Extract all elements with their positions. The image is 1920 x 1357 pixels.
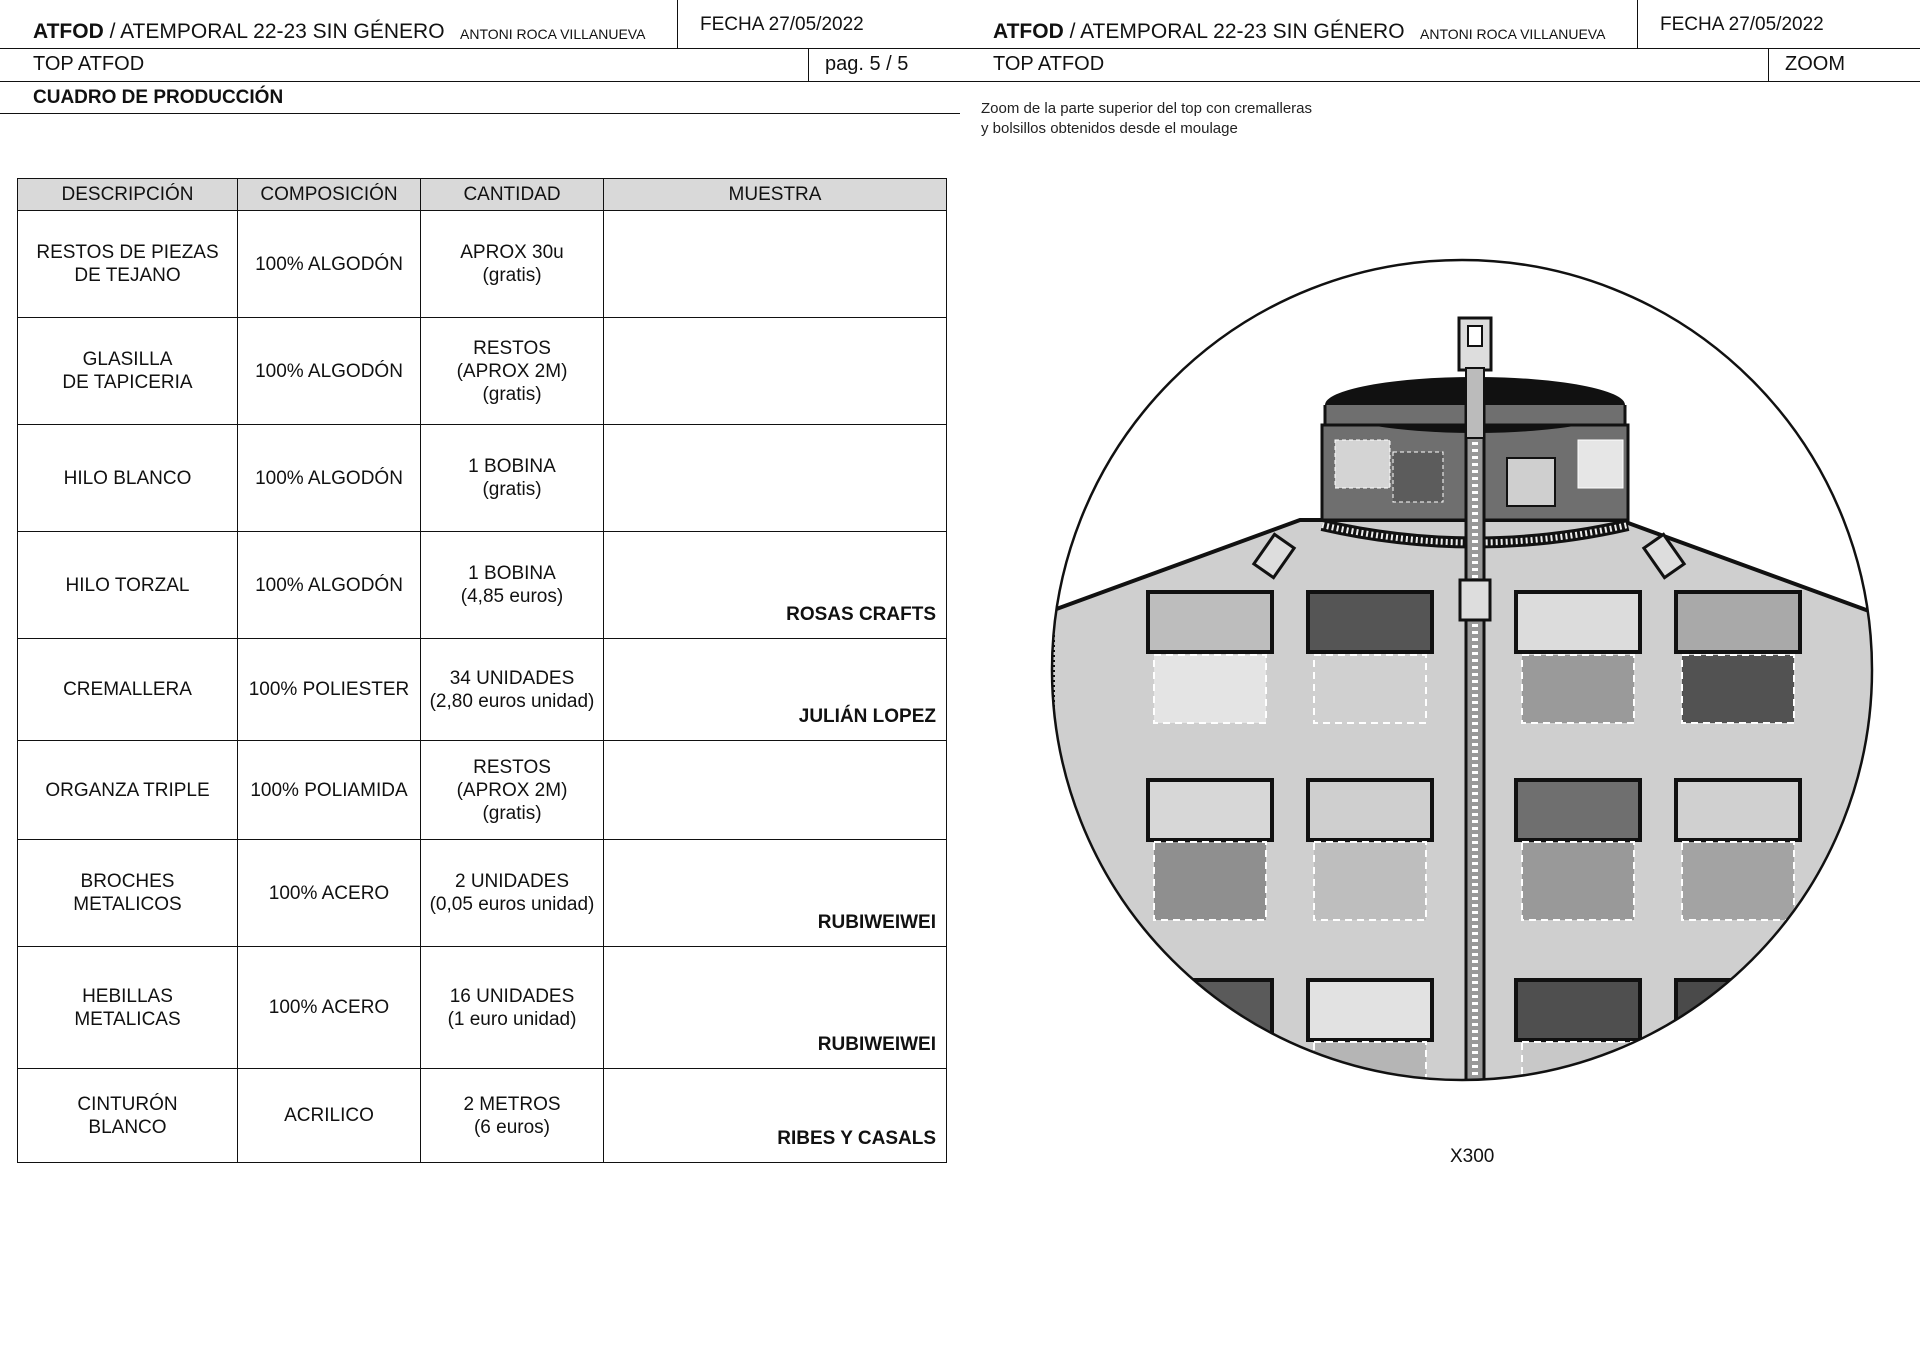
cell-description: ORGANZA TRIPLE — [18, 741, 238, 840]
section-title: CUADRO DE PRODUCCIÓN — [33, 87, 284, 108]
pocket-patch — [1522, 655, 1634, 723]
right-product-name: TOP ATFOD — [993, 53, 1105, 75]
pocket-patch — [1682, 655, 1794, 723]
pocket-flap — [1516, 780, 1640, 840]
table-row — [18, 840, 947, 947]
column-header-composition: COMPOSICIÓN — [238, 179, 421, 211]
cell-description: RESTOS DE PIEZAS DE TEJANO — [18, 211, 238, 318]
cell-sample — [604, 639, 947, 741]
cell-sample — [604, 1069, 947, 1163]
pocket-flap — [1308, 780, 1432, 840]
cell-quantity: 1 BOBINA (gratis) — [421, 425, 604, 532]
cell-composition: 100% ALGODÓN — [238, 211, 421, 318]
table-row — [18, 639, 947, 741]
column-header-quantity: CANTIDAD — [421, 179, 604, 211]
pocket-flap — [1516, 980, 1640, 1040]
pocket-patch — [1522, 842, 1634, 920]
cell-composition: 100% ALGODÓN — [238, 425, 421, 532]
table-row — [18, 425, 947, 532]
cell-sample — [604, 741, 947, 840]
left-product-name: TOP ATFOD — [33, 53, 145, 75]
zoom-section-title: ZOOM — [1785, 53, 1845, 75]
cell-sample — [604, 840, 947, 947]
cell-composition: 100% POLIAMIDA — [238, 741, 421, 840]
left-title: ATFOD / ATEMPORAL 22-23 SIN GÉNERO — [33, 20, 445, 43]
table-header-row — [18, 179, 947, 211]
cell-sample — [604, 318, 947, 425]
cell-quantity: 34 UNIDADES (2,80 euros unidad) — [421, 639, 604, 741]
pocket-flap — [1676, 592, 1800, 652]
cell-description: GLASILLA DE TAPICERIA — [18, 318, 238, 425]
pocket-patch — [1154, 655, 1266, 723]
table-row — [18, 947, 947, 1069]
pocket-flap — [1148, 780, 1272, 840]
zoom-description: Zoom de la parte superior del top con cremalleras y bolsillos obtenidos desde el moulage — [981, 100, 1312, 137]
supplier-name: RIBES Y CASALS — [777, 1128, 936, 1149]
pocket-patch — [1314, 1042, 1426, 1100]
pocket-patch — [1154, 842, 1266, 920]
cell-description: CINTURÓN BLANCO — [18, 1069, 238, 1163]
supplier-name: RUBIWEIWEI — [817, 912, 936, 933]
right-title: ATFOD / ATEMPORAL 22-23 SIN GÉNERO — [993, 20, 1405, 43]
pocket-patch — [1314, 842, 1426, 920]
cell-description: CREMALLERA — [18, 639, 238, 741]
cell-composition: 100% ACERO — [238, 840, 421, 947]
garment-zoom-illustration — [1040, 250, 1880, 1100]
pocket-flap — [1308, 592, 1432, 652]
supplier-name: RUBIWEIWEI — [817, 1034, 936, 1055]
pocket-flap — [1148, 592, 1272, 652]
cell-composition: 100% ACERO — [238, 947, 421, 1069]
production-table — [17, 178, 947, 1163]
cell-description: HEBILLAS METALICAS — [18, 947, 238, 1069]
right-date: FECHA 27/05/2022 — [1660, 14, 1824, 35]
page-number: pag. 5 / 5 — [825, 53, 909, 75]
cell-composition: ACRILICO — [238, 1069, 421, 1163]
pocket-patch — [1682, 1042, 1794, 1100]
right-author: ANTONI ROCA VILLANUEVA — [1420, 26, 1606, 42]
cell-quantity: 2 METROS (6 euros) — [421, 1069, 604, 1163]
cell-quantity: 16 UNIDADES (1 euro unidad) — [421, 947, 604, 1069]
cell-sample — [604, 947, 947, 1069]
cell-description: BROCHES METALICOS — [18, 840, 238, 947]
cell-quantity: 1 BOBINA (4,85 euros) — [421, 532, 604, 639]
cell-quantity: APROX 30u (gratis) — [421, 211, 604, 318]
cell-description: HILO BLANCO — [18, 425, 238, 532]
cell-sample — [604, 532, 947, 639]
pocket-flap — [1516, 592, 1640, 652]
cell-composition: 100% POLIESTER — [238, 639, 421, 741]
zoom-magnification: X300 — [1450, 1146, 1495, 1167]
table-row — [18, 211, 947, 318]
pocket-patch — [1314, 655, 1426, 723]
cell-composition: 100% ALGODÓN — [238, 532, 421, 639]
table-row — [18, 741, 947, 840]
pocket-flap — [1308, 980, 1432, 1040]
supplier-name: JULIÁN LOPEZ — [798, 706, 936, 727]
pocket-patch — [1154, 1042, 1266, 1100]
cell-quantity: RESTOS (APROX 2M) (gratis) — [421, 318, 604, 425]
table-row — [18, 532, 947, 639]
supplier-name: ROSAS CRAFTS — [786, 604, 936, 625]
table-row — [18, 1069, 947, 1163]
pocket-flap — [1676, 980, 1800, 1040]
pocket-patch — [1682, 842, 1794, 920]
cell-sample — [604, 211, 947, 318]
table-row — [18, 318, 947, 425]
column-header-description: DESCRIPCIÓN — [18, 179, 238, 211]
pocket-flap — [1676, 780, 1800, 840]
column-header-sample: MUESTRA — [604, 179, 947, 211]
cell-quantity: RESTOS (APROX 2M) (gratis) — [421, 741, 604, 840]
cell-sample — [604, 425, 947, 532]
pocket-flap — [1148, 980, 1272, 1040]
cell-description: HILO TORZAL — [18, 532, 238, 639]
cell-composition: 100% ALGODÓN — [238, 318, 421, 425]
cell-quantity: 2 UNIDADES (0,05 euros unidad) — [421, 840, 604, 947]
left-author: ANTONI ROCA VILLANUEVA — [460, 26, 646, 42]
left-date: FECHA 27/05/2022 — [700, 14, 864, 35]
